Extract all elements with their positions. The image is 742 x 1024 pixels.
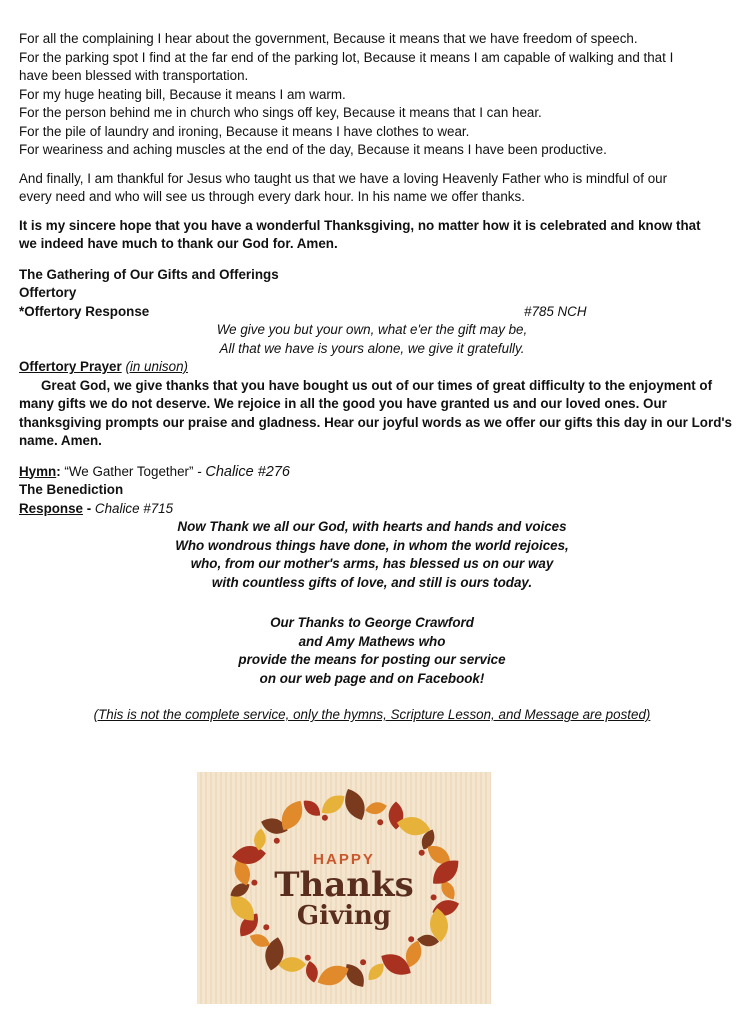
- disclaimer: (This is not the complete service, only the hymns, Scripture Lesson, and Message are posted): [93, 707, 651, 722]
- credits-line: and Amy Mathews who: [298, 633, 446, 649]
- offertory-response-verse: [19, 321, 725, 358]
- card-thanks-text: Thanks: [274, 865, 414, 905]
- leaf-icon: [300, 797, 324, 820]
- thanks-line: For the pile of laundry and ironing, Because it means I have clothes to wear.: [19, 123, 470, 139]
- prayer-line: name. Amen.: [19, 433, 102, 448]
- leaf-icon: [340, 785, 370, 823]
- credits: [19, 614, 725, 688]
- hope-line: It is my sincere hope that you have a wonderful Thanksgiving, no matter how it is celebrated and know that: [19, 217, 701, 233]
- berry-icon: [377, 819, 383, 825]
- thanks-line: For weariness and aching muscles at the end of the day, Because it means I have been productive.: [19, 142, 607, 157]
- prayer-line: Great God, we give thanks that you have bought us out of our times of great difficulty to the enjoyment of: [41, 377, 713, 393]
- thanks-line: For the parking spot I find at the far end of the parking lot, Because it means I am capable of walking and that I: [19, 49, 674, 65]
- thanks-line: For all the complaining I hear about the government, Because it means that we have freedom of speech.: [19, 31, 638, 46]
- hope-paragraph: [19, 217, 725, 254]
- prayer-line: thanksgiving prompts our praise and gladness. Hear our joyful words as we offer our gifts this day in our Lord's: [19, 414, 732, 430]
- leaf-icon: [278, 957, 306, 972]
- finally-line: every need and who will see us through every dark hour. In his name we offer thanks.: [19, 189, 525, 204]
- hymn-source: Chalice #276: [205, 463, 290, 480]
- thanksgiving-wreath: [197, 772, 491, 1004]
- berry-icon: [419, 850, 425, 856]
- document-page: [19, 30, 732, 725]
- verse-line: We give you but your own, what e'er the gift may be,: [216, 322, 528, 337]
- offertory-response-ref: #785 NCH: [524, 303, 587, 319]
- thanks-list: [19, 30, 725, 160]
- finally-line: And finally, I am thankful for Jesus who taught us that we have a loving Heavenly Father who is mindful of our: [19, 170, 668, 186]
- berry-icon: [274, 838, 280, 844]
- leaf-icon: [317, 790, 348, 818]
- benediction-heading: The Benediction: [19, 482, 124, 497]
- offertory-prayer-text: [19, 377, 732, 451]
- response-sep: -: [83, 500, 95, 516]
- berry-icon: [263, 924, 269, 930]
- response-label: Response: [19, 500, 83, 516]
- berry-icon: [360, 959, 366, 965]
- hymn-sep: -: [193, 463, 206, 479]
- berry-icon: [251, 880, 257, 886]
- offertory-heading: Offertory: [19, 285, 77, 300]
- offertory-response-row: [19, 303, 725, 322]
- credits-line: Our Thanks to George Crawford: [270, 615, 474, 630]
- berry-icon: [431, 894, 437, 900]
- gathering-heading: The Gathering of Our Gifts and Offerings: [19, 266, 279, 282]
- offertory-prayer-heading: [19, 358, 725, 377]
- offertory-prayer-label: Offertory Prayer: [19, 359, 122, 374]
- verse-line: Who wondrous things have done, in whom the world rejoices,: [175, 537, 569, 553]
- leaf-icon: [304, 960, 320, 984]
- hymn-label: Hymn: [19, 463, 57, 479]
- thanks-line: For the person behind me in church who sings off key, Because it means that I can hear.: [19, 105, 542, 120]
- hymn-title: “We Gather Together”: [64, 463, 194, 479]
- card-giving-text: Giving: [296, 901, 392, 931]
- offertory-prayer-note: (in unison): [125, 359, 188, 374]
- berry-icon: [305, 955, 311, 961]
- verse-line: All that we have is yours alone, we give it gratefully.: [219, 340, 525, 356]
- credits-line: provide the means for posting our service: [238, 652, 506, 667]
- credits-line: on our web page and on Facebook!: [259, 670, 485, 686]
- berry-icon: [322, 815, 328, 821]
- verse-line: who, from our mother's arms, has blessed us on our way: [190, 556, 554, 571]
- offertory-response-label: *Offertory Response: [19, 303, 150, 319]
- leaf-icon: [364, 800, 388, 816]
- response-row: [19, 500, 725, 519]
- finally-paragraph: [19, 170, 725, 207]
- thanks-line: have been blessed with transportation.: [19, 68, 249, 83]
- hope-line: we indeed have much to thank our God for. Amen.: [19, 236, 338, 251]
- prayer-line: many gifts we do not deserve. We rejoice in all the good you have granted us and our loved ones. Our: [19, 396, 667, 411]
- response-source: Chalice #715: [94, 500, 174, 516]
- thanksgiving-card-image: [197, 772, 491, 1004]
- verse-line: Now Thank we all our God, with hearts and hands and voices: [177, 519, 567, 534]
- hymn-row: Hymn: “We Gather Together” - Chalice #276: [19, 463, 290, 480]
- card-happy-text: HAPPY: [313, 851, 375, 868]
- berry-icon: [408, 936, 414, 942]
- response-verse: [19, 518, 725, 592]
- thanks-line: For my huge heating bill, Because it means I am warm.: [19, 86, 346, 102]
- verse-line: with countless gifts of love, and still is ours today.: [211, 574, 533, 590]
